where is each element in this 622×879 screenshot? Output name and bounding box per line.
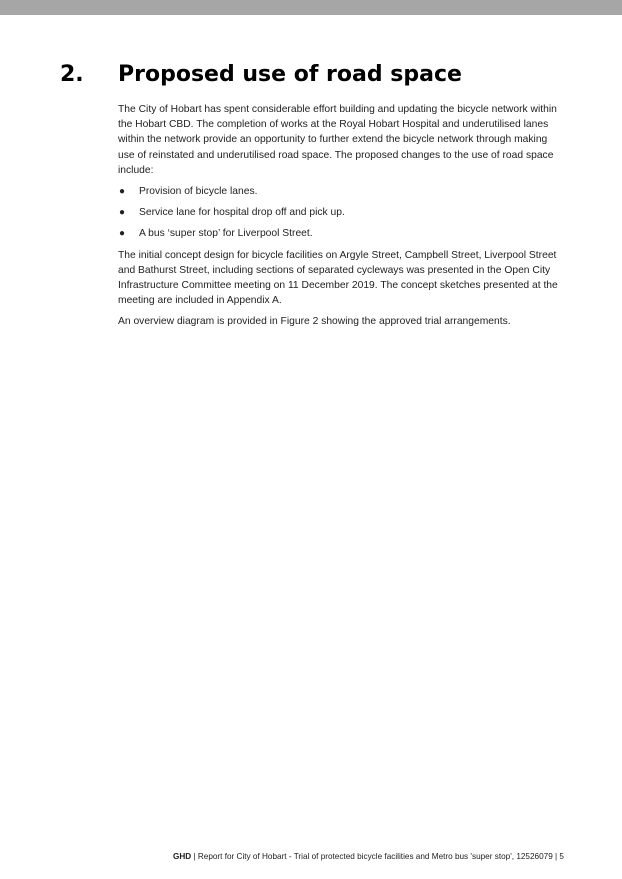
footer-text: | Report for City of Hobart - Trial of protected bicycle facilities and Metro bus 'super stop', 12526079 | 5 xyxy=(191,852,564,861)
concept-design-paragraph: The initial concept design for bicycle facilities on Argyle Street, Campbell Street, Liverpool Street and Bathurst Street, including sections of separated cycleways was presented in the Open City Infrastructure Committee meeting on 11 December 2019. The concept sketches presented at the meeting are included in Appendix A. xyxy=(118,249,558,307)
page-footer xyxy=(173,851,564,863)
bullet-icon: ● xyxy=(119,228,126,240)
section-body xyxy=(118,102,564,336)
bullet-icon: ● xyxy=(119,207,126,219)
section-title: Proposed use of road space xyxy=(118,62,462,87)
bullet-icon: ● xyxy=(119,186,126,198)
footer-company: GHD xyxy=(172,852,192,861)
intro-paragraph: The City of Hobart has spent considerable effort building and updating the bicycle network within the Hobart CBD. The completion of works at the Royal Hobart Hospital and underutilised lanes within the network provide an opportunity to further extend the bicycle network through making use of reinstated and underutilised road space. The proposed changes to the use of road space include: xyxy=(118,104,557,176)
list-item-text: Service lane for hospital drop off and pick up. xyxy=(139,207,345,219)
list-item-text: A bus ‘super stop’ for Liverpool Street. xyxy=(139,228,313,240)
section-heading xyxy=(60,60,580,92)
list-item-text: Provision of bicycle lanes. xyxy=(139,186,258,198)
list-item xyxy=(118,184,564,199)
list-item xyxy=(118,205,564,220)
header-bar xyxy=(0,0,622,15)
bullet-list xyxy=(118,184,564,242)
list-item xyxy=(118,226,564,241)
section-number: 2. xyxy=(60,62,84,87)
overview-paragraph: An overview diagram is provided in Figure 2 showing the approved trial arrangements. xyxy=(118,316,511,328)
